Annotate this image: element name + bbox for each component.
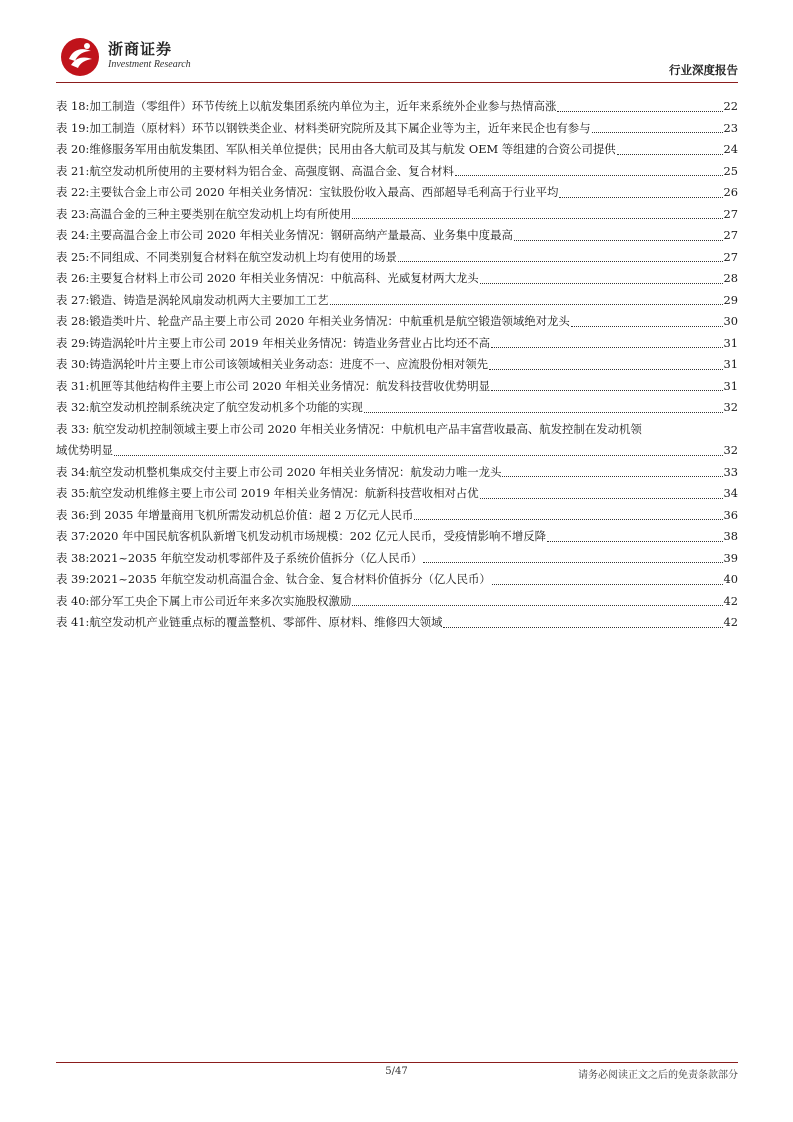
toc-entry-title-continued: 域优势明显	[56, 443, 113, 457]
toc-entry-label: 表 34:	[56, 464, 90, 479]
toc-entry-page: 40	[723, 572, 738, 586]
toc-entry-title: 航空发动机控制系统决定了航空发动机多个功能的实现	[89, 400, 363, 414]
toc-entry-label: 表 20:	[56, 142, 90, 156]
toc-entry-label: 表 29:	[56, 335, 90, 350]
toc-entry-page: 26	[723, 185, 738, 199]
toc-entry-title: 维修服务军用由航发集团、军队相关单位提供；民用由各大航司及其与航发 OEM 等组建的合资公司提供	[89, 142, 616, 156]
table-of-contents	[56, 96, 738, 634]
toc-entry[interactable]	[56, 548, 738, 570]
toc-dot-leader	[557, 111, 722, 112]
toc-entry[interactable]	[56, 333, 738, 355]
toc-entry-title: 锻造类叶片、轮盘产品主要上市公司 2020 年相关业务情况：中航重机是航空锻造领域绝对龙头	[89, 314, 570, 328]
toc-entry-label: 表 23:	[56, 206, 90, 221]
toc-entry-page: 25	[723, 163, 738, 178]
toc-entry-label: 表 25:	[56, 249, 90, 264]
toc-entry-label: 表 21:	[56, 163, 90, 178]
toc-dot-leader	[364, 412, 723, 413]
toc-entry-title: 主要钛合金上市公司 2020 年相关业务情况：宝钛股份收入最高、西部超导毛利高于行业平均	[89, 185, 559, 199]
toc-entry-label: 表 26:	[56, 271, 90, 285]
toc-entry-page: 38	[723, 529, 738, 543]
toc-entry-title: 加工制造（原材料）环节以钢铁类企业、材料类研究院所及其下属企业等为主，近年来民企也有参与	[89, 120, 591, 135]
toc-entry-label: 表 28:	[56, 314, 90, 328]
toc-entry-page: 33	[723, 464, 738, 479]
toc-entry[interactable]	[56, 569, 738, 591]
toc-dot-leader	[592, 132, 723, 133]
toc-dot-leader	[617, 154, 723, 155]
toc-entry-title: 主要复合材料上市公司 2020 年相关业务情况：中航高科、光威复材两大龙头	[89, 271, 479, 285]
toc-dot-leader	[514, 240, 723, 241]
toc-entry-title: 航空发动机维修主要上市公司 2019 年相关业务情况：航新科技营收相对占优	[89, 486, 479, 500]
toc-entry-label: 表 22:	[56, 185, 90, 199]
toc-entry-page: 36	[723, 507, 738, 522]
logo-chinese-name: 浙商证券	[108, 40, 173, 58]
toc-entry-title: 部分军工央企下属上市公司近年来多次实施股权激励	[89, 593, 352, 608]
toc-entry-title: 不同组成、不同类别复合材料在航空发动机上均有使用的场景	[89, 249, 397, 264]
zheshang-logo-icon	[60, 37, 100, 77]
toc-entry[interactable]	[56, 462, 738, 484]
toc-entry-label: 表 24:	[56, 228, 90, 242]
toc-entry-label: 表 30:	[56, 357, 90, 371]
header-divider	[56, 82, 738, 83]
toc-entry[interactable]	[56, 397, 738, 419]
toc-entry-page: 27	[723, 249, 738, 264]
toc-entry-page: 22	[723, 99, 738, 113]
toc-entry-label: 表 19:	[56, 120, 90, 135]
toc-entry-title: 航空发动机所使用的主要材料为铝合金、高强度钢、高温合金、复合材料	[89, 163, 454, 178]
toc-entry-page: 27	[723, 228, 738, 242]
toc-entry-title: 锻造、铸造是涡轮风扇发动机两大主要加工工艺	[89, 292, 329, 307]
toc-entry-page: 30	[723, 314, 738, 328]
toc-entry[interactable]	[56, 311, 738, 333]
toc-entry-page: 32	[723, 443, 738, 457]
toc-entry-page: 31	[723, 357, 738, 371]
toc-dot-leader	[114, 455, 723, 456]
toc-entry[interactable]	[56, 612, 738, 634]
toc-entry-page: 39	[723, 550, 738, 565]
toc-dot-leader	[352, 605, 722, 606]
toc-dot-leader	[491, 390, 722, 391]
toc-entry-page: 29	[723, 292, 738, 307]
toc-entry-page: 42	[723, 615, 738, 629]
logo-english-name: Investment Research	[108, 59, 191, 70]
toc-entry[interactable]	[56, 376, 738, 398]
toc-dot-leader	[398, 261, 723, 262]
toc-entry-title: 机匣等其他结构件主要上市公司 2020 年相关业务情况：航发科技营收优势明显	[89, 378, 491, 393]
toc-entry-title: 主要高温合金上市公司 2020 年相关业务情况：钢研高纳产量最高、业务集中度最高	[89, 228, 513, 242]
toc-entry[interactable]	[56, 204, 738, 226]
toc-entry-title: 航空发动机产业链重点标的覆盖整机、零部件、原材料、维修四大领域	[89, 615, 443, 629]
toc-entry[interactable]	[56, 526, 738, 548]
toc-dot-leader	[559, 197, 722, 198]
toc-entry-title: 2020 年中国民航客机队新增飞机发动机市场规模：202 亿元人民币，受疫情影响不增反降	[89, 529, 546, 543]
toc-entry[interactable]	[56, 182, 738, 204]
page-number: 5/47	[385, 1066, 408, 1077]
toc-entry-label: 表 31:	[56, 378, 90, 393]
toc-entry-page: 23	[723, 120, 738, 135]
toc-entry-label: 表 39:	[56, 572, 90, 586]
toc-entry[interactable]	[56, 139, 738, 161]
toc-entry-title: 2021~2035 年航空发动机高温合金、钛合金、复合材料价值拆分（亿人民币）	[89, 572, 491, 586]
toc-dot-leader	[480, 283, 723, 284]
toc-entry-page: 28	[723, 271, 738, 285]
toc-entry[interactable]	[56, 118, 738, 140]
toc-entry-title: 高温合金的三种主要类别在航空发动机上均有所使用	[89, 206, 352, 221]
toc-entry-label: 表 41:	[56, 615, 90, 629]
toc-entry[interactable]	[56, 247, 738, 269]
toc-entry-page: 34	[723, 486, 738, 500]
toc-entry-page: 24	[723, 142, 738, 156]
toc-entry-label: 表 36:	[56, 507, 90, 522]
toc-dot-leader	[491, 347, 722, 348]
toc-dot-leader	[492, 584, 723, 585]
toc-dot-leader	[423, 562, 722, 563]
toc-entry-label: 表 33:	[56, 421, 90, 436]
toc-entry-page: 31	[723, 335, 738, 350]
toc-entry[interactable]	[56, 354, 738, 376]
toc-entry[interactable]	[56, 161, 738, 183]
footer-divider	[56, 1062, 738, 1063]
toc-entry-title: 铸造涡轮叶片主要上市公司该领域相关业务动态：进度不一、应流股份相对领先	[89, 357, 489, 371]
toc-entry-page: 32	[723, 400, 738, 414]
toc-entry-label: 表 38:	[56, 550, 90, 565]
toc-entry-title: 加工制造（零组件）环节传统上以航发集团系统内单位为主，近年来系统外企业参与热情高涨	[89, 99, 557, 113]
toc-entry-page: 31	[723, 378, 738, 393]
toc-entry[interactable]	[56, 268, 738, 290]
toc-entry-label: 表 37:	[56, 529, 90, 543]
toc-dot-leader	[330, 304, 723, 305]
toc-entry-title: 航空发动机整机集成交付主要上市公司 2020 年相关业务情况：航发动力唯一龙头	[89, 464, 502, 479]
toc-dot-leader	[502, 476, 722, 477]
toc-dot-leader	[547, 541, 723, 542]
toc-dot-leader	[455, 175, 723, 176]
toc-dot-leader	[480, 498, 723, 499]
disclaimer-note: 请务必阅读正文之后的免责条款部分	[578, 1070, 738, 1081]
toc-entry-title: 2021~2035 年航空发动机零部件及子系统价值拆分（亿人民币）	[89, 550, 423, 565]
toc-entry[interactable]	[56, 290, 738, 312]
toc-entry-label: 表 40:	[56, 593, 90, 608]
toc-entry[interactable]	[56, 483, 738, 505]
toc-dot-leader	[414, 519, 722, 520]
toc-entry[interactable]	[56, 96, 738, 118]
toc-entry-label: 表 27:	[56, 292, 90, 307]
toc-entry[interactable]	[56, 591, 738, 613]
toc-dot-leader	[489, 369, 722, 370]
toc-entry-second-line	[56, 440, 738, 462]
toc-dot-leader	[571, 326, 723, 327]
toc-entry-label: 表 35:	[56, 486, 90, 500]
toc-entry-first-line	[56, 419, 738, 441]
toc-entry[interactable]	[56, 505, 738, 527]
toc-entry-title: 铸造涡轮叶片主要上市公司 2019 年相关业务情况：铸造业务营业占比均还不高	[89, 335, 491, 350]
toc-entry-page: 27	[723, 206, 738, 221]
company-logo	[56, 34, 206, 80]
toc-entry-page: 42	[723, 593, 738, 608]
report-type-label: 行业深度报告	[669, 63, 738, 77]
toc-dot-leader	[352, 218, 722, 219]
toc-entry[interactable]	[56, 419, 738, 462]
toc-entry-title: 航空发动机控制领域主要上市公司 2020 年相关业务情况：中航机电产品丰富营收最高、航发控制在发动机领	[92, 421, 642, 436]
toc-entry-label: 表 32:	[56, 400, 90, 414]
toc-dot-leader	[443, 627, 722, 628]
toc-entry[interactable]	[56, 225, 738, 247]
toc-entry-label: 表 18:	[56, 99, 90, 113]
page-header	[56, 34, 738, 82]
toc-entry-title: 到 2035 年增量商用飞机所需发动机总价值：超 2 万亿元人民币	[89, 507, 414, 522]
